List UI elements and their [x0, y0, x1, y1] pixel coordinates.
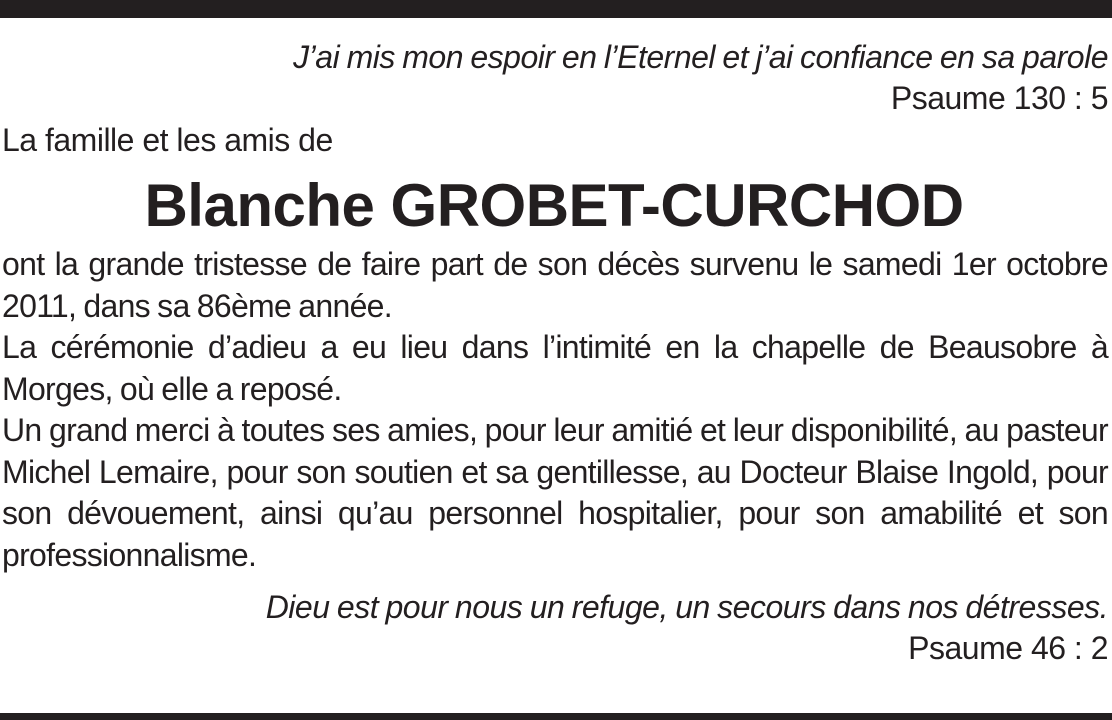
obituary-notice [2, 36, 1108, 668]
bottom-border-rule [0, 713, 1112, 720]
thanks-paragraph: Un grand merci à toutes ses amies, pour leur amitié et leur disponibilité, au pasteur Michel Lemaire, pour son soutien et sa gentillesse, au Docteur Blaise Ingold, pour son dévouement, ainsi qu’au personnel hospitalier, pour son amabilité et son professionnalisme. [2, 412, 1108, 573]
top-border-rule [0, 0, 1112, 18]
ceremony-paragraph: La cérémonie d’adieu a eu lieu dans l’intimité en la chapelle de Beausobre à Morges, où elle a reposé. [2, 329, 1108, 407]
opening-verse: J’ai mis mon espoir en l’Eternel et j’ai confiance en sa parole [293, 39, 1108, 75]
closing-verse-reference: Psaume 46 : 2 [908, 630, 1108, 666]
intro-line: La famille et les amis de [2, 122, 333, 158]
announcement-paragraph: ont la grande tristesse de faire part de son décès survenu le samedi 1er octobre 2011, dans sa 86ème année. [2, 246, 1108, 324]
opening-verse-reference: Psaume 130 : 5 [890, 80, 1108, 116]
deceased-name: Blanche GROBET-CURCHOD [144, 172, 964, 239]
closing-verse-block [2, 586, 1108, 668]
closing-verse: Dieu est pour nous un refuge, un secours dans nos détresses. [265, 589, 1108, 625]
notice-body [2, 244, 1108, 576]
